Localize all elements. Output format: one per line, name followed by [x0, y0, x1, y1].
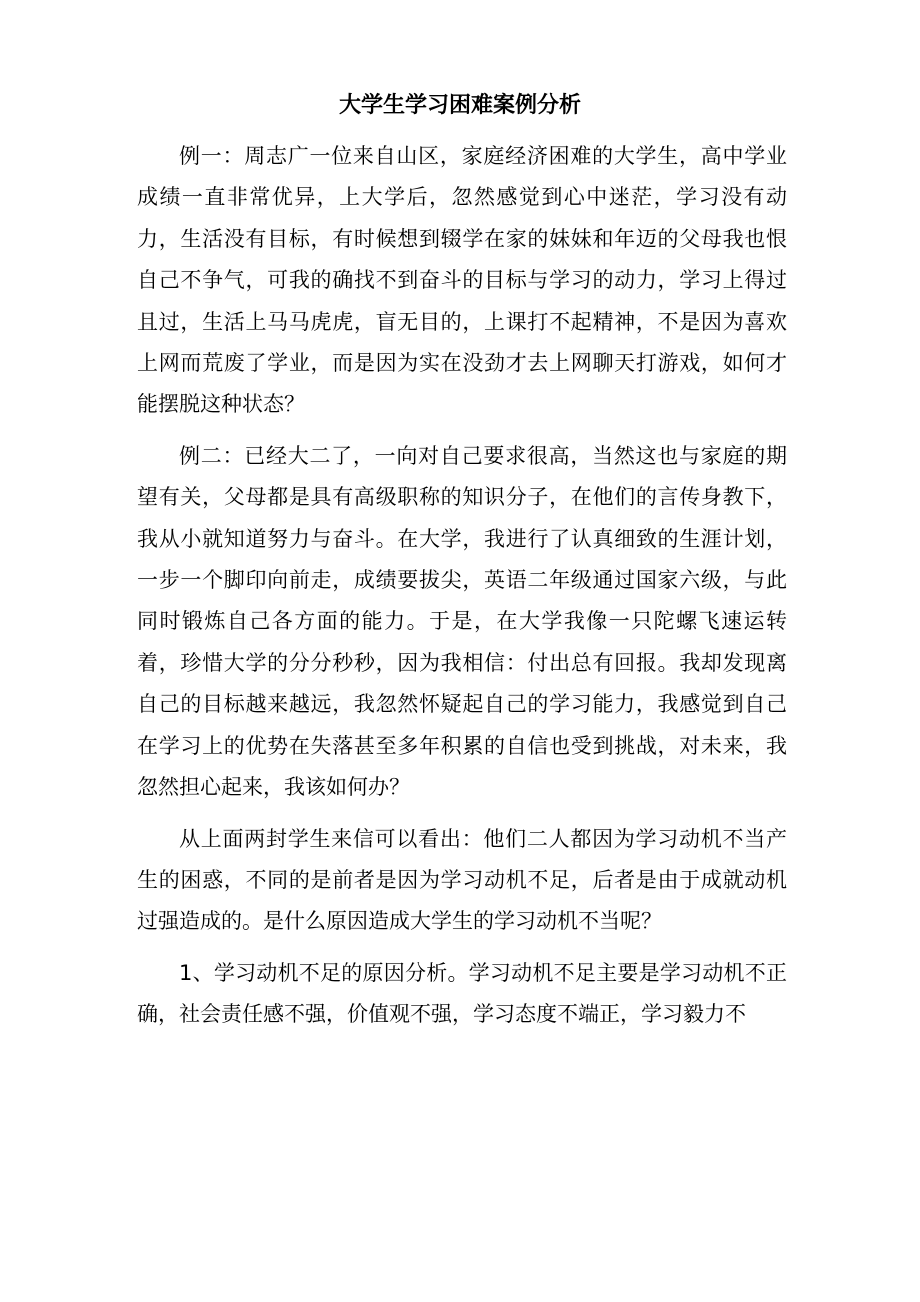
document-body — [137, 136, 787, 1036]
paragraph-section-one: 1、学习动机不足的原因分析。学习动机不足主要是学习动机不正确，社会责任感不强，价值观不强，学习态度不端正，学习毅力不 — [137, 960, 787, 1027]
paragraph-case-two: 例二：已经大二了，一向对自己要求很高，当然这也与家庭的期望有关，父母都是具有高级职称的知识分子，在他们的言传身教下，我从小就知道努力与奋斗。在大学，我进行了认真细致的生涯计划，一步一个脚印向前走，成绩要拔尖，英语二年级通过国家六级，与此同时锻炼自己各方面的能力。于是，在大学我像一只陀螺飞速运转着，珍惜大学的分分秒秒，因为我相信：付出总有回报。我却发现离自己的目标越来越远，我忽然怀疑起自己的学习能力，我感觉到自己在学习上的优势在失落甚至多年积累的自信也受到挑战，对未来，我忽然担心起来，我该如何办？ — [137, 443, 787, 800]
document-title: 大学生学习困难案例分析 — [338, 93, 581, 118]
paragraph-analysis: 从上面两封学生来信可以看出：他们二人都因为学习动机不当产生的困惑，不同的是前者是因为学习动机不足，后者是由于成就动机过强造成的。是什么原因造成大学生的学习动机不当呢？ — [137, 826, 787, 934]
paragraph-case-one: 例一：周志广一位来自山区，家庭经济困难的大学生，高中学业成绩一直非常优异，上大学后，忽然感觉到心中迷茫，学习没有动力，生活没有目标，有时候想到辍学在家的妹妹和年迈的父母我也恨自己不争气，可我的确找不到奋斗的目标与学习的动力，学习上得过且过，生活上马马虎虎，盲无目的，上课打不起精神，不是因为喜欢上网而荒废了学业，而是因为实在没劲才去上网聊天打游戏，如何才能摆脱这种状态？ — [137, 144, 787, 417]
